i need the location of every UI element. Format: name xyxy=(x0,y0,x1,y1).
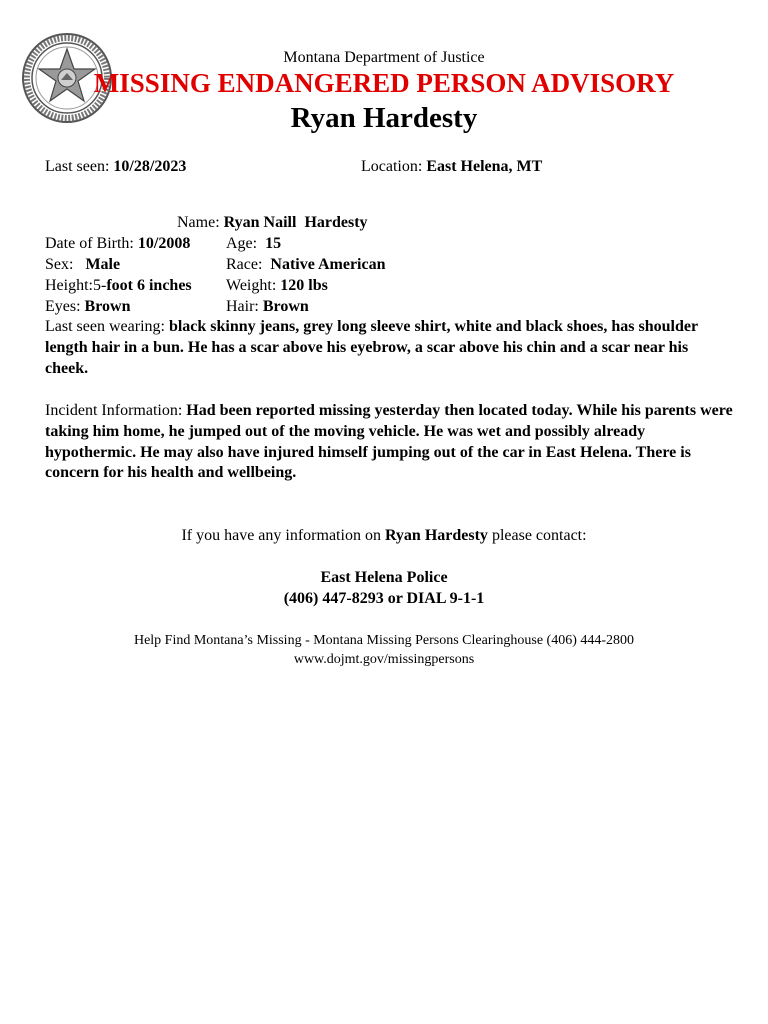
eyes-label: Eyes: xyxy=(45,298,81,315)
last-seen-line xyxy=(45,157,186,178)
incident-information xyxy=(45,401,735,484)
race-value: Native American xyxy=(270,256,386,273)
location-label: Location: xyxy=(361,158,423,175)
last-seen-date: 10/28/2023 xyxy=(113,158,187,175)
sex-field xyxy=(45,255,120,276)
sex-label: Sex: xyxy=(45,256,74,273)
last-seen-label: Last seen: xyxy=(45,158,110,175)
website-link[interactable]: www.dojmt.gov/missingpersons xyxy=(293,652,475,667)
clearinghouse-line: Help Find Montana’s Missing - Montana Missing Persons Clearinghouse (406) 444-2800 xyxy=(133,633,635,648)
contact-prompt xyxy=(0,526,768,547)
height-field xyxy=(45,276,192,297)
last-seen-wearing xyxy=(45,317,735,379)
height-label: Height:5- xyxy=(45,277,107,294)
eyes-value: Brown xyxy=(84,298,131,315)
height-value: foot 6 inches xyxy=(106,277,192,294)
hair-field xyxy=(226,297,309,318)
location-line xyxy=(361,157,542,178)
weight-value: 120 lbs xyxy=(280,277,328,294)
race-field xyxy=(226,255,386,276)
wearing-description: black skinny jeans, grey long sleeve shirt, white and black shoes, has shoulder length hair in a bun. He has a scar above his eyebrow, a scar above his chin and a scar near his cheek. xyxy=(45,318,698,377)
race-label: Race: xyxy=(226,256,263,273)
person-name-heading: Ryan Hardesty xyxy=(290,102,478,134)
hair-label: Hair: xyxy=(226,298,259,315)
dob-value: 10/2008 xyxy=(137,235,191,252)
name-value: Ryan Naill Hardesty xyxy=(223,214,368,231)
eyes-field xyxy=(45,297,130,318)
hair-value: Brown xyxy=(262,298,309,315)
weight-field xyxy=(226,276,328,297)
contact-prefix: If you have any information on xyxy=(181,527,381,544)
age-field xyxy=(226,234,281,255)
contact-phone: (406) 447-8293 or DIAL 9-1-1 xyxy=(283,590,485,607)
wearing-label: Last seen wearing: xyxy=(45,318,165,335)
incident-description: Had been reported missing yesterday then located today. While his parents were taking him home, he jumped out of the moving vehicle. He was wet and possibly already hypothermic. He may also have injured himself jumping out of the car in East Helena. There is concern for his health and wellbeing. xyxy=(45,402,733,482)
contact-agency: East Helena Police xyxy=(320,569,448,586)
location-value: East Helena, MT xyxy=(426,158,543,175)
age-value: 15 xyxy=(265,235,282,252)
weight-label: Weight: xyxy=(226,277,277,294)
name-label: Name: xyxy=(177,214,220,231)
incident-label: Incident Information: xyxy=(45,402,183,419)
name-row xyxy=(177,213,368,234)
advisory-title: MISSING ENDANGERED PERSON ADVISORY xyxy=(93,68,675,98)
dob-field xyxy=(45,234,190,255)
sex-value: Male xyxy=(85,256,121,273)
contact-person-name: Ryan Hardesty xyxy=(384,527,488,544)
dob-label: Date of Birth: xyxy=(45,235,134,252)
age-label: Age: xyxy=(226,235,258,252)
agency-name: Montana Department of Justice xyxy=(283,49,485,66)
contact-suffix: please contact: xyxy=(491,527,587,544)
